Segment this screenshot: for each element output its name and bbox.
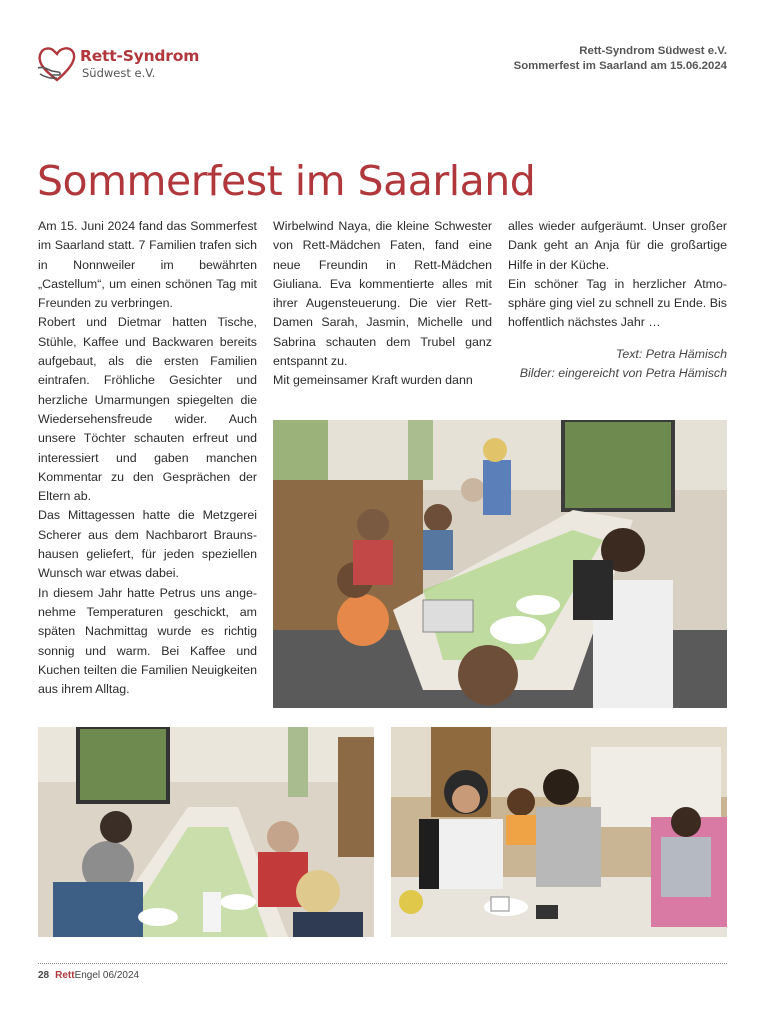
article-title: Sommerfest im Saarland bbox=[37, 157, 536, 206]
text-column-3 bbox=[508, 217, 727, 383]
photo-long-table bbox=[38, 727, 374, 937]
photo-family-group bbox=[391, 727, 727, 937]
text-column-2 bbox=[273, 217, 492, 391]
paragraph: Mit gemeinsamer Kraft wurden dann bbox=[273, 373, 473, 388]
paragraph: Robert und Dietmar hatten Tische, Stühle, Kaffee und Backwaren bereits aufgebaut, als die ersten Familien eintrafen. Fröhliche Gesichter und herzliche Umarmungen spiegelten die Wiedersehensfreude wider. Auch unsere Töchter schauten erfreut und interessiert und gaben manchen Kommentar zu den Gesprächen der Eltern ab. bbox=[38, 315, 257, 504]
header-org-line: Rett-Syndrom Südwest e.V. bbox=[579, 45, 727, 57]
page-number: 28 bbox=[38, 970, 50, 981]
logo bbox=[36, 44, 200, 86]
paragraph: Am 15. Juni 2024 fand das Sommerfest im Saarland statt. 7 Familien trafen sich in Nonnweiler im bewährten „Castellum“, um einen schönen Tag mit Freunden zu verbringen. bbox=[38, 219, 257, 311]
footer-brand: Rett bbox=[55, 970, 75, 981]
footer-divider bbox=[38, 963, 727, 964]
paragraph: Ein schöner Tag in herzlicher Atmosphäre ging viel zu schnell zu Ende. Bis hoffentlich nächstes Jahr … bbox=[508, 276, 727, 330]
logo-sub-text: Südwest e.V. bbox=[82, 66, 156, 80]
header-event-line: Sommerfest im Saarland am 15.06.2024 bbox=[513, 60, 727, 72]
heart-hands-icon bbox=[36, 44, 78, 84]
paragraph: Wirbelwind Naya, die kleine Schwester von Rett-Mädchen Faten, fand eine neue Freundin in Rett-Mädchen Giuliana. Eva kommentierte alles mit ihrer Augensteuerung. Die vier Rett-Damen Sarah, Jasmin, Michelle und Sabrina schauten dem Trubel ganz entspannt zu. bbox=[273, 219, 492, 369]
logo-main-text: Rett-Syndrom bbox=[80, 47, 200, 65]
photo-dining-room-table bbox=[273, 420, 727, 708]
page-footer bbox=[38, 970, 139, 981]
running-header bbox=[514, 44, 727, 74]
credit-images: Bilder: eingereicht von Petra Hämisch bbox=[519, 366, 727, 381]
paragraph: alles wieder aufgeräumt. Unser großer Dank geht an Anja für die großartige Hilfe in der Küche. bbox=[508, 219, 727, 272]
footer-issue: Engel 06/2024 bbox=[74, 970, 140, 981]
credit-text: Text: Petra Hämisch bbox=[615, 346, 727, 361]
text-column-1 bbox=[38, 217, 257, 699]
paragraph: In diesem Jahr hatte Petrus uns angenehme Temperaturen geschickt, am späten Nachmittag wurde es richtig sonnig und warm. Bei Kaffee und Kuchen teilten die Familien Neuigkeiten aus ihrem Alltag. bbox=[38, 585, 257, 697]
paragraph: Das Mittagessen hatte die Metzgerei Scherer aus dem Nachbarort Braunshausen geliefert, für jeden speziellen Wunsch war etwas dabei. bbox=[38, 508, 257, 581]
